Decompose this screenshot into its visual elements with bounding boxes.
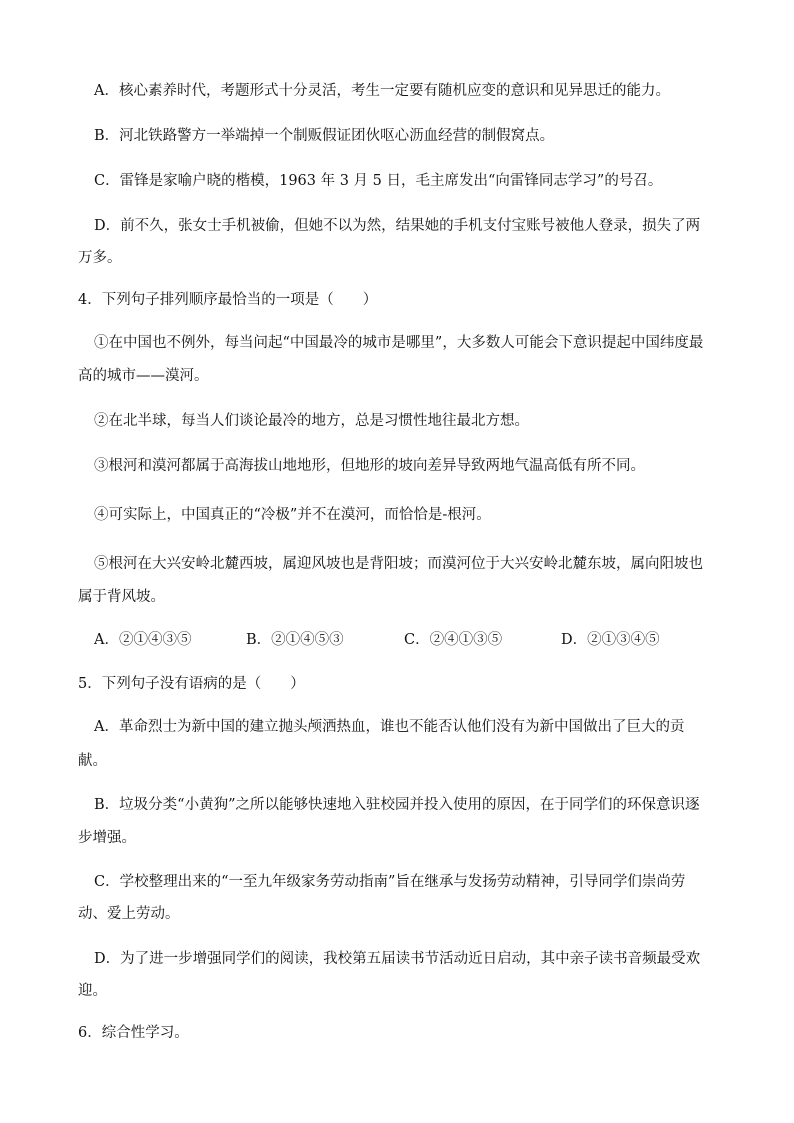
q4-sentence-5-line2: 属于背风坡。: [78, 589, 165, 605]
q6-stem: 6．综合性学习。: [78, 1025, 189, 1041]
q5-option-c-line1: C．学校整理出来的“一至九年级家务劳动指南”旨在继承与发扬劳动精神，引导同学们崇尚劳: [94, 874, 686, 890]
q4-sentence-3: ③根河和漠河都属于高海拔山地地形，但地形的坡向差异导致两地气温高低有所不同。: [94, 458, 645, 474]
q5-option-d-line1: D．为了进一步增强同学们的阅读，我校第五届读书节活动近日启动，其中亲子读书音频最受欢: [94, 951, 701, 967]
q5-stem: 5．下列句子没有语病的是（ ）: [78, 676, 305, 692]
q4-sentence-5-line1: ⑤根河在大兴安岭北麓西坡，属迎风坡也是背阳坡；而漠河位于大兴安岭北麓东坡，属向阳坡也: [94, 556, 703, 572]
q3-option-a: A．核心素养时代，考题形式十分灵活，考生一定要有随机应变的意识和见异思迁的能力。: [94, 83, 670, 99]
q4-sentence-2: ②在北半球，每当人们谈论最冷的地方，总是习惯性地往最北方想。: [94, 413, 529, 429]
q4-option-c: C．②④①③⑤: [404, 632, 503, 648]
q4-sentence-4: ④可实际上，中国真正的“冷极”并不在漠河，而恰恰是-根河。: [94, 507, 491, 523]
q3-option-d-line1: D．前不久，张女士手机被偷，但她不以为然，结果她的手机支付宝账号被他人登录，损失了两: [94, 218, 701, 234]
q4-sentence-1-line1: ①在中国也不例外，每当问起“中国最冷的城市是哪里”，大多数人可能会下意识提起中国纬度最: [94, 335, 704, 351]
q5-option-c-line2: 动、爱上劳动。: [78, 906, 180, 922]
q5-option-a-line1: A．革命烈士为新中国的建立抛头颅洒热血，谁也不能否认他们没有为新中国做出了巨大的贡: [94, 719, 685, 735]
q5-option-d-line2: 迎。: [78, 983, 107, 999]
q4-sentence-1-line2: 高的城市——漠河。: [78, 368, 209, 384]
q3-option-c: C．雷锋是家喻户晓的楷模，1963 年 3 月 5 日，毛主席发出“向雷锋同志学习”的号召。: [94, 173, 663, 189]
q4-option-b: B．②①④⑤③: [246, 632, 344, 648]
q3-option-b: B．河北铁路警方一举端掉一个制贩假证团伙呕心沥血经营的制假窝点。: [94, 128, 555, 144]
q4-option-a: A．②①④③⑤: [94, 632, 192, 648]
q3-option-d-line2: 万多。: [78, 250, 122, 266]
q4-stem: 4．下列句子排列顺序最恰当的一项是（ ）: [78, 292, 378, 308]
q5-option-b-line2: 步增强。: [78, 830, 136, 846]
q5-option-a-line2: 献。: [78, 753, 107, 769]
q4-option-d: D．②①③④⑤: [561, 632, 660, 648]
q4-options-row: [94, 630, 734, 650]
q5-option-b-line1: B．垃圾分类“小黄狗”之所以能够快速地入驻校园并投入使用的原因，在于同学们的环保意识逐: [94, 797, 700, 813]
